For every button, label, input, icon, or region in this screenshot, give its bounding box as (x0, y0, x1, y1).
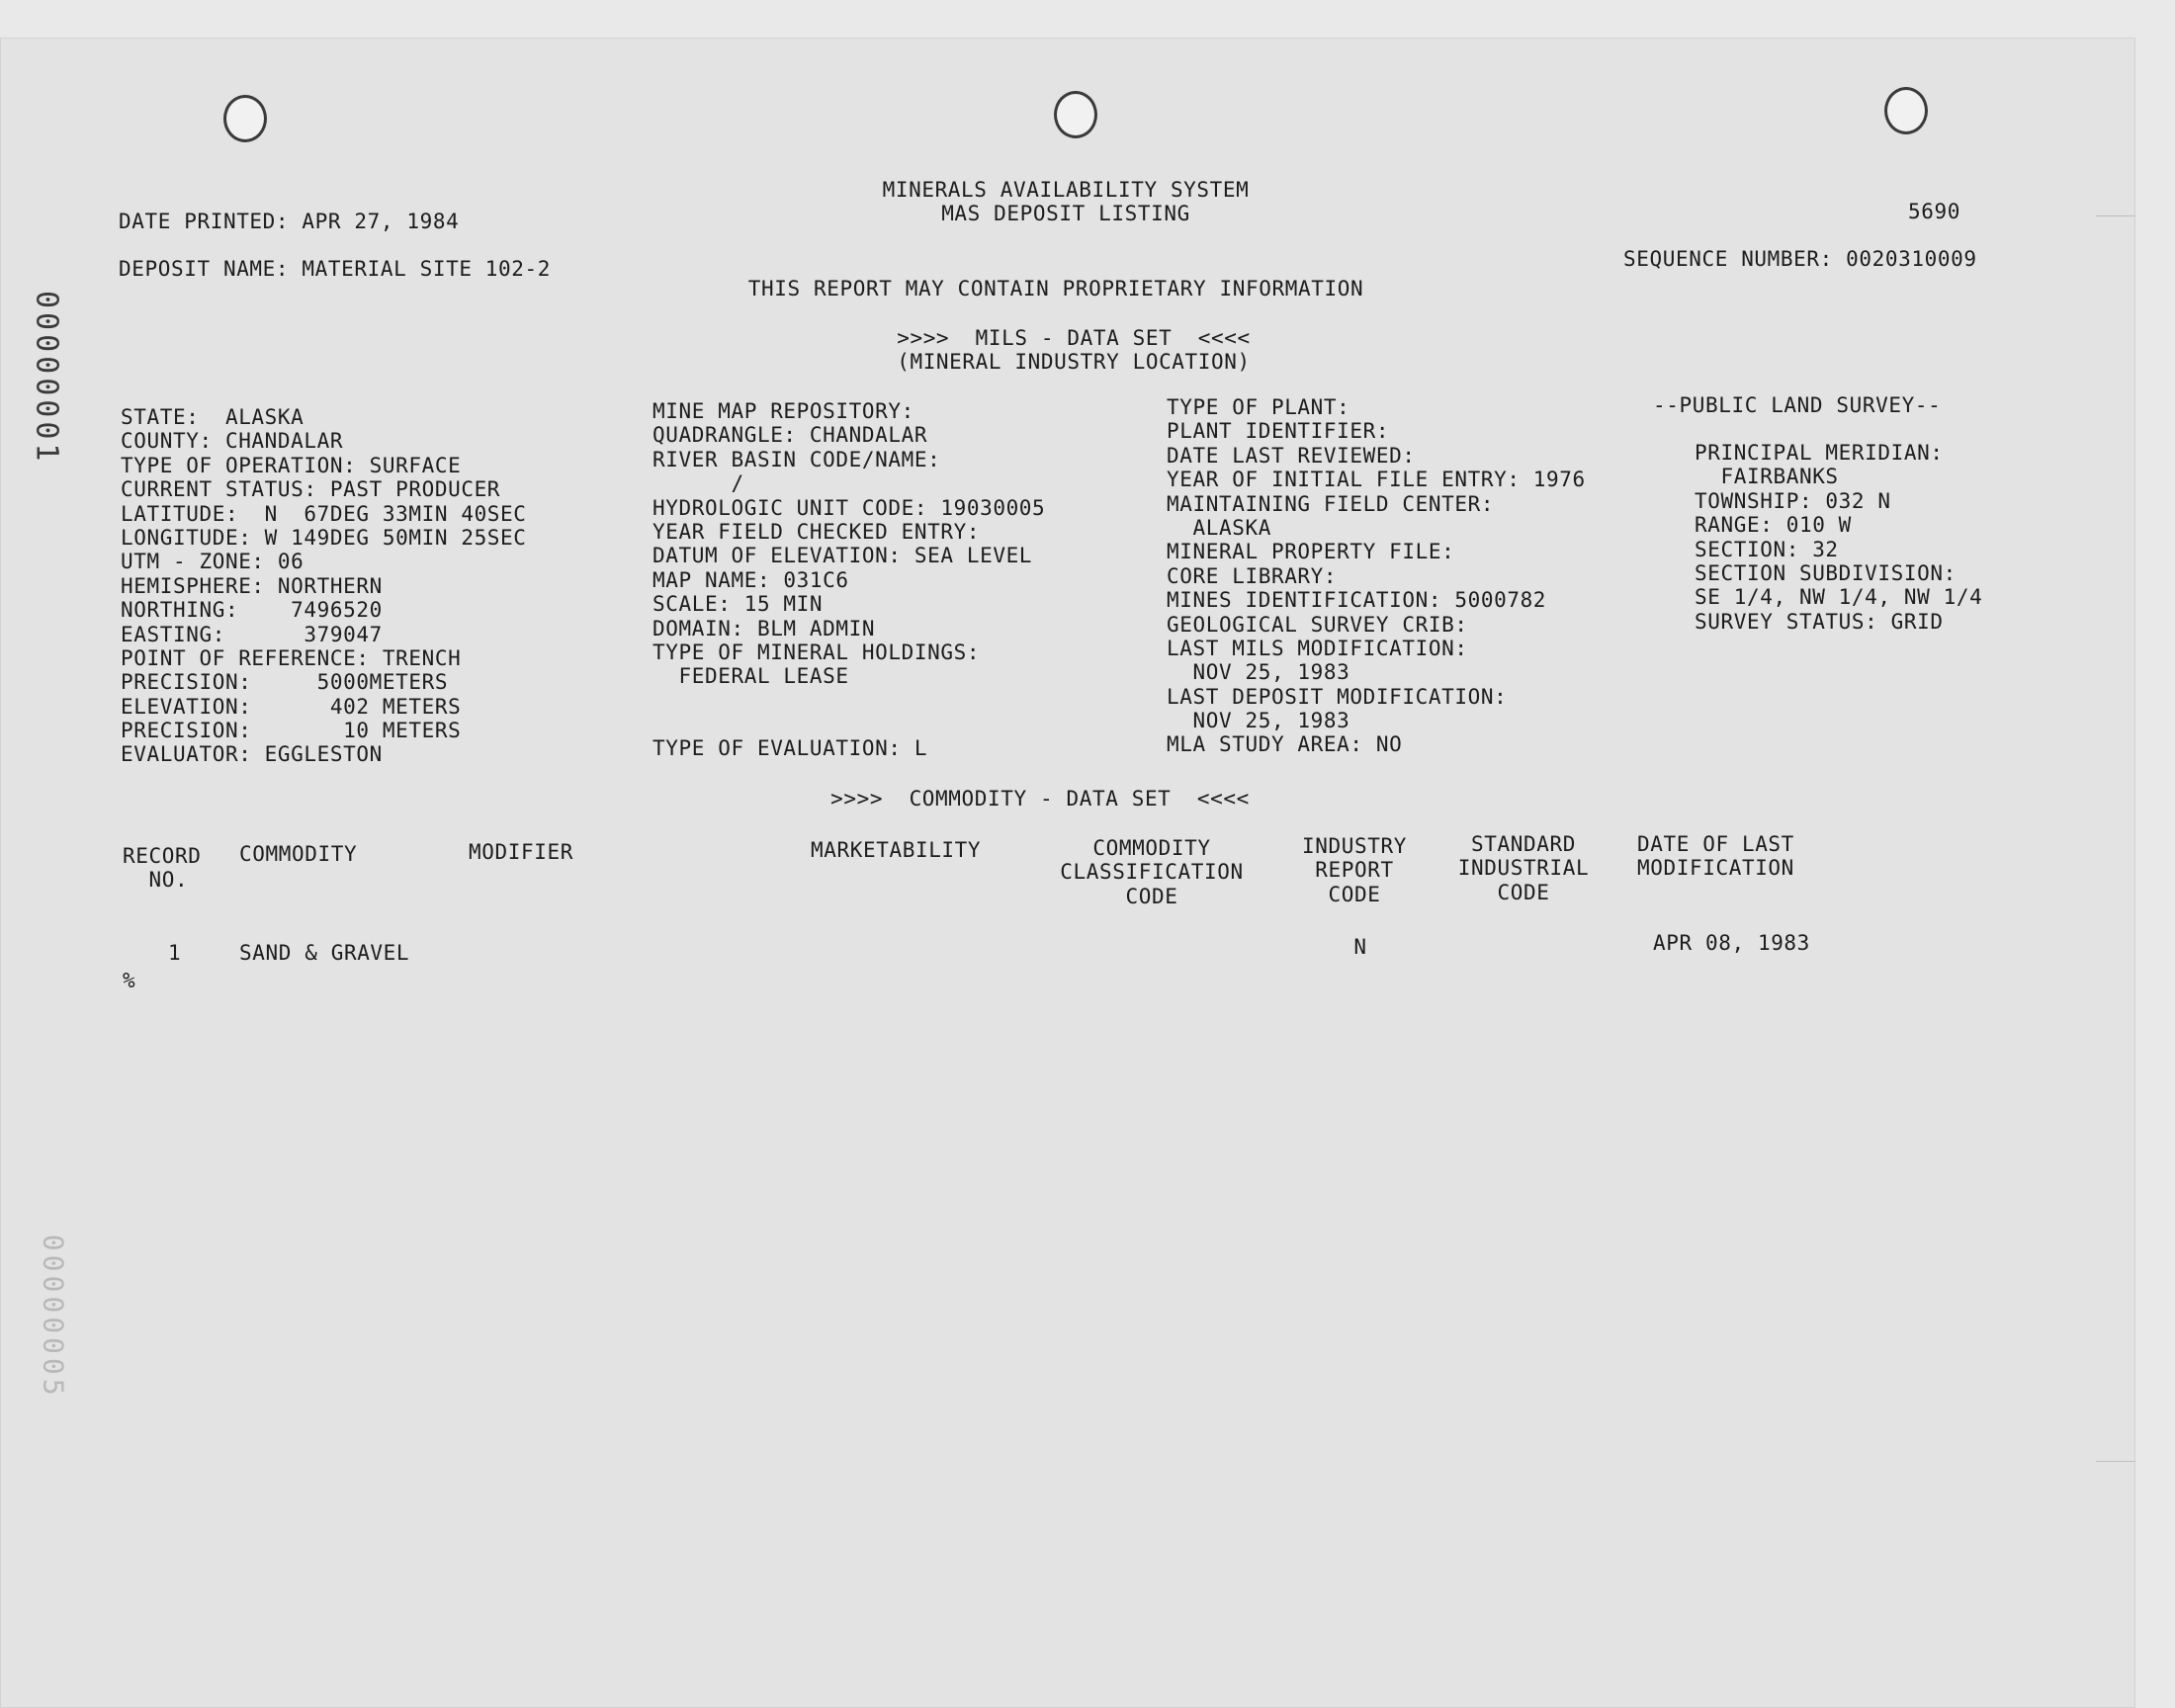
col-header-sic-line: INDUSTRIAL (1457, 856, 1590, 881)
field-mines-identification: MINES IDENTIFICATION: 5000782 (1167, 588, 1547, 613)
field-mine-map-repository: MINE MAP REPOSITORY: (652, 399, 914, 423)
field-hydrologic-unit-code: HYDROLOGIC UNIT CODE: 19030005 (652, 495, 1046, 520)
mils-subheading: (MINERAL INDUSTRY LOCATION) (897, 350, 1251, 374)
field-elevation: ELEVATION: 402 METERS (121, 694, 462, 719)
field-point-of-reference: POINT OF REFERENCE: TRENCH (121, 645, 462, 670)
field-type-of-plant: TYPE OF PLANT: (1167, 395, 1350, 419)
field-map-name: MAP NAME: 031C6 (652, 567, 849, 592)
field-county: COUNTY: CHANDALAR (121, 429, 344, 454)
field-quadrangle: QUADRANGLE: CHANDALAR (652, 423, 928, 448)
row-date-last-modification: APR 08, 1983 (1653, 931, 1810, 955)
field-date-last-reviewed: DATE LAST REVIEWED: (1167, 443, 1416, 468)
field-survey-status: SURVEY STATUS: GRID (1695, 609, 1944, 634)
col-header-date-line: DATE OF LAST (1637, 832, 1794, 856)
field-utm-zone: UTM - ZONE: 06 (121, 550, 304, 574)
col-header-classification-line: COMMODITY (1092, 836, 1211, 860)
col-header-classification-line: CLASSIFICATION (1060, 860, 1244, 885)
field-last-mils-modification: LAST MILS MODIFICATION: (1167, 636, 1468, 660)
field-hemisphere: HEMISPHERE: NORTHERN (121, 573, 383, 598)
field-mla-study-area: MLA STUDY AREA: NO (1167, 732, 1403, 757)
field-core-library: CORE LIBRARY: (1167, 563, 1338, 588)
col-header-record-line: NO. (123, 868, 189, 893)
deposit-name: DEPOSIT NAME: MATERIAL SITE 102-2 (119, 257, 552, 281)
mils-location-column (121, 405, 527, 767)
field-northing: NORTHING: 7496520 (121, 598, 383, 623)
col-header-date-line: MODIFICATION (1637, 856, 1794, 881)
side-stamp-faint: 00000005 (37, 1234, 70, 1400)
listing-title: MAS DEPOSIT LISTING (941, 202, 1190, 225)
field-latitude: LATITUDE: N 67DEG 33MIN 40SEC (121, 501, 527, 526)
public-land-survey-heading: --PUBLIC LAND SURVEY-- (1653, 393, 1942, 417)
field-mineral-property-file: MINERAL PROPERTY FILE: (1167, 540, 1455, 564)
end-of-record-marker: % (123, 969, 136, 992)
row-commodity: SAND & GRAVEL (239, 941, 410, 965)
field-township: TOWNSHIP: 032 N (1695, 488, 1891, 513)
punch-hole-center (1054, 91, 1097, 138)
col-header-modifier (469, 840, 573, 864)
field-year-initial-entry: YEAR OF INITIAL FILE ENTRY: 1976 (1167, 468, 1586, 492)
field-scale: SCALE: 15 MIN (652, 592, 824, 617)
field-principal-meridian: PRINCIPAL MERIDIAN: (1695, 441, 1944, 465)
field-river-basin: RIVER BASIN CODE/NAME: (652, 447, 941, 471)
field-river-basin-value: / (652, 471, 744, 496)
field-longitude: LONGITUDE: W 149DEG 50MIN 25SEC (121, 525, 527, 550)
col-header-sic-line: CODE (1497, 880, 1550, 904)
field-section-subdivision: SECTION SUBDIVISION: (1695, 560, 1957, 585)
field-precision-location: PRECISION: 5000METERS (121, 670, 449, 695)
col-header-record-line: RECORD (123, 844, 202, 868)
field-mineral-holdings-value: FEDERAL LEASE (652, 664, 849, 689)
field-field-center-value: ALASKA (1167, 515, 1271, 540)
field-last-mils-modification-value: NOV 25, 1983 (1167, 660, 1350, 685)
punch-hole-right (1884, 87, 1928, 134)
field-principal-meridian-value: FAIRBANKS (1695, 465, 1839, 489)
field-section: SECTION: 32 (1695, 537, 1839, 561)
public-land-survey-column (1695, 441, 1982, 634)
col-header-sic (1449, 832, 1598, 904)
mils-hydrology-column (652, 399, 1045, 761)
row-record-no: 1 (168, 941, 182, 965)
field-range: RANGE: 010 W (1695, 513, 1852, 538)
field-type-of-evaluation: TYPE OF EVALUATION: L (652, 736, 928, 761)
proprietary-notice: THIS REPORT MAY CONTAIN PROPRIETARY INFORMATION (747, 277, 1364, 300)
field-easting: EASTING: 379047 (121, 622, 383, 646)
field-last-deposit-modification: LAST DEPOSIT MODIFICATION: (1167, 684, 1508, 709)
system-title: MINERALS AVAILABILITY SYSTEM (882, 178, 1250, 202)
col-header-industry-line: INDUSTRY (1302, 834, 1407, 858)
blank-line (652, 713, 1045, 736)
field-datum-of-elevation: DATUM OF ELEVATION: SEA LEVEL (652, 544, 1033, 568)
field-type-of-operation: TYPE OF OPERATION: SURFACE (121, 453, 462, 477)
col-header-industry-line: REPORT (1315, 858, 1394, 883)
row-industry-report-code: N (1353, 935, 1367, 959)
scan-line (2096, 215, 2135, 216)
field-precision-elevation: PRECISION: 10 METERS (121, 719, 462, 743)
field-plant-identifier: PLANT IDENTIFIER: (1167, 419, 1390, 444)
col-header-classification (1038, 836, 1265, 908)
commodity-heading: >>>> COMMODITY - DATA SET <<<< (830, 787, 1250, 811)
col-header-commodity-line: COMMODITY (239, 842, 358, 866)
col-header-industry-report (1285, 834, 1424, 906)
scan-line (2096, 1461, 2135, 1462)
field-state: STATE: ALASKA (121, 405, 304, 429)
sequence-number: SEQUENCE NUMBER: 0020310009 (1623, 247, 1977, 271)
field-current-status: CURRENT STATUS: PAST PRODUCER (121, 477, 501, 502)
col-header-date-last-modification (1637, 832, 1794, 881)
field-last-deposit-modification-value: NOV 25, 1983 (1167, 709, 1350, 733)
punch-hole-left (223, 95, 267, 142)
col-header-marketability-line: MARKETABILITY (811, 838, 982, 862)
field-maintaining-field-center: MAINTAINING FIELD CENTER: (1167, 491, 1495, 516)
field-domain: DOMAIN: BLM ADMIN (652, 616, 876, 640)
field-evaluator: EVALUATOR: EGGLESTON (121, 742, 383, 767)
field-year-field-checked: YEAR FIELD CHECKED ENTRY: (652, 519, 981, 544)
field-type-of-mineral-holdings: TYPE OF MINERAL HOLDINGS: (652, 640, 981, 664)
col-header-sic-line: STANDARD (1471, 832, 1576, 856)
col-header-commodity (239, 842, 357, 866)
report-sheet (0, 38, 2135, 1708)
field-geological-survey-crib: GEOLOGICAL SURVEY CRIB: (1167, 612, 1468, 637)
mils-heading: >>>> MILS - DATA SET <<<< (897, 326, 1251, 350)
col-header-marketability (811, 838, 981, 862)
side-stamp: 00000001 (29, 290, 64, 466)
col-header-industry-line: CODE (1328, 882, 1381, 906)
blank-line (652, 689, 1045, 713)
page-number: 5690 (1908, 200, 1960, 223)
col-header-classification-line: CODE (1125, 884, 1178, 908)
mils-administrative-column (1167, 395, 1586, 757)
col-header-record (123, 844, 201, 893)
date-printed: DATE PRINTED: APR 27, 1984 (119, 210, 460, 233)
field-section-subdivision-value: SE 1/4, NW 1/4, NW 1/4 (1695, 585, 1983, 610)
col-header-modifier-line: MODIFIER (469, 840, 573, 864)
